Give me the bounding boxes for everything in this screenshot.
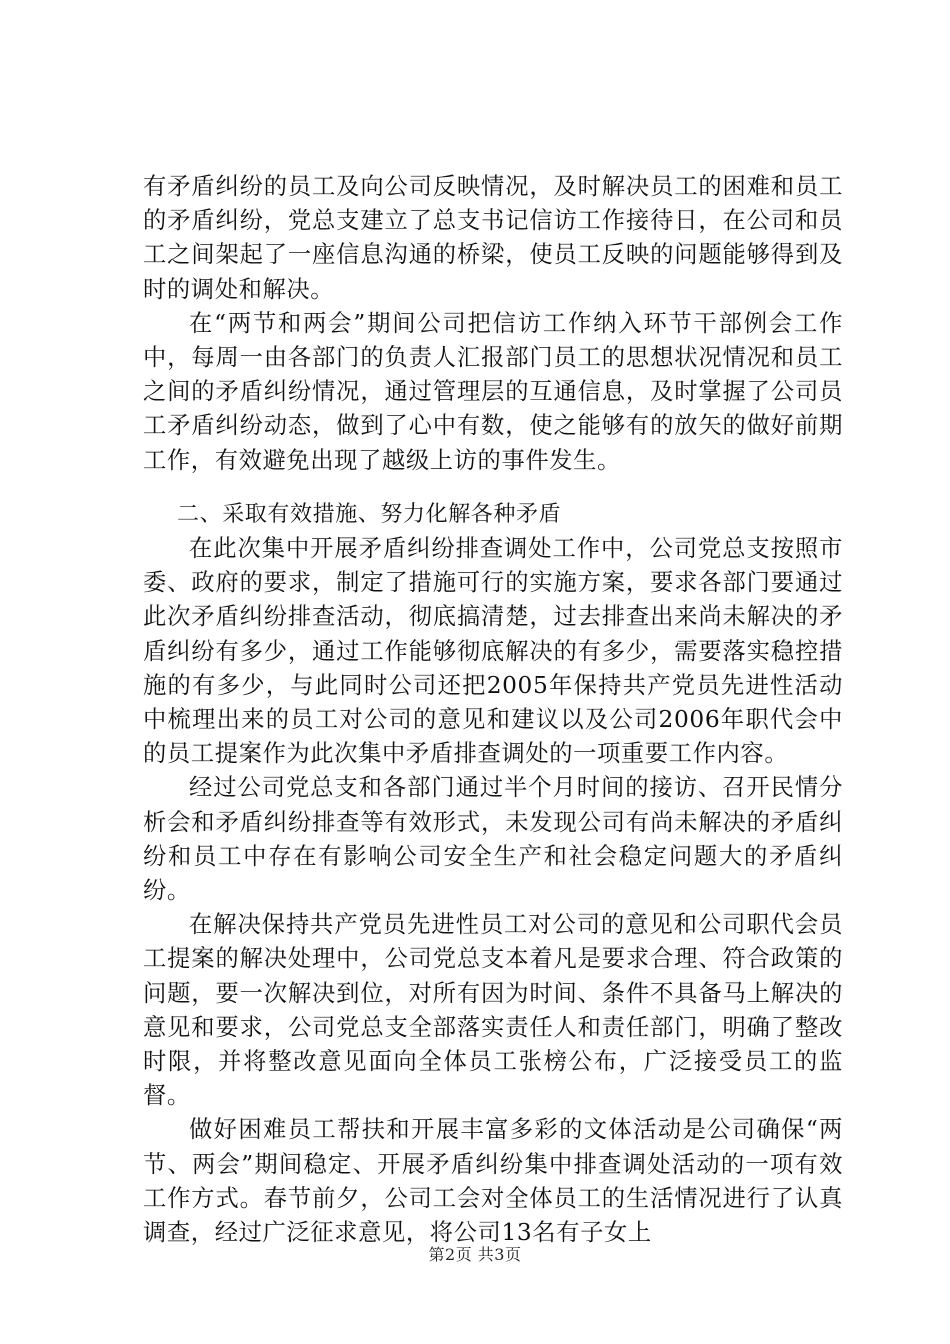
paragraph-continuation: 有矛盾纠纷的员工及向公司反映情况，及时解决员工的困难和员工的矛盾纠纷，党总支建立了总支书记信访工作接待日，在公司和员工之间架起了一座信息沟通的桥梁，使员工反映的问题能够得到及时的调处和解决。 <box>143 173 843 303</box>
paragraph-petition-work: 在“两节和两会”期间公司把信访工作纳入环节干部例会工作中，每周一由各部门的负责人汇报部门员工的思想状况情况和员工之间的矛盾纠纷情况，通过管理层的互通信息，及时掌握了公司员工矛盾纠纷动态，做到了心中有数，使之能够有的放矢的做好前期工作，有效避免出现了越级上访的事件发生。 <box>143 309 843 474</box>
paragraph-investigation: 在此次集中开展矛盾纠纷排查调处工作中，公司党总支按照市委、政府的要求，制定了措施可行的实施方案，要求各部门要通过此次矛盾纠纷排查活动，彻底搞清楚，过去排查出来尚未解决的矛盾纠纷有多少，通过工作能够彻底解决的有多少，需要落实稳控措施的有多少，与此同时公司还把2005年保持共产党员先进性活动中梳理出来的员工对公司的意见和建议以及公司2006年职代会中的员工提案作为此次集中矛盾排查调处的一项重要工作内容。 <box>143 535 843 768</box>
paragraph-assistance: 做好困难员工帮扶和开展丰富多彩的文体活动是公司确保“两节、两会”期间稳定、开展矛盾纠纷集中排查调处活动的一项有效工作方式。春节前夕，公司工会对全体员工的生活情况进行了认真调查，经过广泛征求意见，将公司13名有子女上 <box>143 1116 843 1247</box>
section-heading: 二、采取有效措施、努力化解各种矛盾 <box>177 501 562 527</box>
paragraph-findings: 经过公司党总支和各部门通过半个月时间的接访、召开民情分析会和矛盾纠纷排查等有效形式，未发现公司有尚未解决的矛盾纠纷和员工中存在有影响公司安全生产和社会稳定问题大的矛盾纠纷。 <box>143 774 843 905</box>
document-body <box>143 170 843 1250</box>
paragraph-resolution: 在解决保持共产党员先进性员工对公司的意见和公司职代会员工提案的解决处理中，公司党总支本着凡是要求合理、符合政策的问题，要一次解决到位，对所有因为时间、条件不具备马上解决的意见和要求，公司党总支全部落实责任人和责任部门，明确了整改时限，并将整改意见面向全体员工张榜公布，广泛接受员工的监督。 <box>143 911 843 1110</box>
page-number: 第2页 共3页 <box>428 1245 522 1264</box>
